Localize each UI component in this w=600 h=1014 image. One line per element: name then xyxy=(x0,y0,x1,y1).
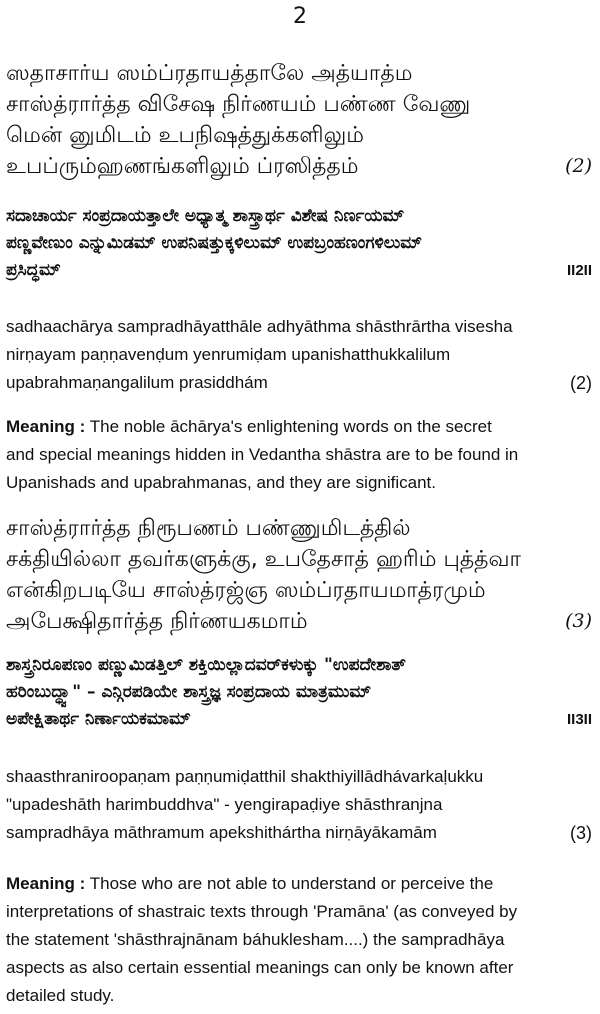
verse-number: II3II xyxy=(566,711,592,728)
kannada-line-text: ಅಪೇಕ್ಷಿತಾರ್ಥ ನಿರ್ಣಾಯಕಮಾಮ್ xyxy=(6,709,191,729)
meaning-line: Upanishads and upabrahmanas, and they are significant. xyxy=(6,473,437,492)
kannada-line: ಹರಿಂಬುದ್ಧ್ವಾ" – ಎನ್ಗಿರಪಡಿಯೇ ಶಾಸ್ತ್ರಜ್ಞ ಸಂಪ್ರದಾಯ ಮಾತ್ರಮುಮ್ xyxy=(6,682,372,702)
tamil-line: சாஸ்த்ரார்த்த நிரூபணம் பண்ணுமிடத்தில் xyxy=(6,516,411,541)
tamil-line: என்கிறபடியே சாஸ்த்ரஜ்ஞ ஸம்ப்ரதாயமாத்ரமும் xyxy=(6,578,486,603)
verse-number: II2II xyxy=(566,262,592,279)
tamil-line xyxy=(6,606,594,637)
translit-line xyxy=(6,819,594,847)
kannada-line: ಸದಾಚಾರ್ಯ ಸಂಪ್ರದಾಯತ್ತಾಲೇ ಅಧ್ಯಾತ್ಮ ಶಾಸ್ತ್ರಾರ್ಥ ವಿಶೇಷ ನಿರ್ಣಯಮ್ xyxy=(6,206,405,226)
tamil-verse-2 xyxy=(6,58,594,182)
verse-number: (2) xyxy=(570,373,592,393)
meaning-line: aspects as also certain essential meanings can only be known after xyxy=(6,958,514,977)
meaning-line: and special meanings hidden in Vedantha shāstra are to be found in xyxy=(6,445,519,464)
translit-line: shaasthraniroopaṇam paṇṇumiḍatthil shakthiyillādhávarkaḷukku xyxy=(6,767,484,786)
tamil-verse-3 xyxy=(6,513,594,637)
meaning-text: Those who are not able to understand or perceive the xyxy=(89,874,494,893)
meaning-line: detailed study. xyxy=(6,986,115,1005)
tamil-line: சாஸ்த்ரார்த்த விசேஷ நிர்ணயம் பண்ண வேணு xyxy=(6,92,471,117)
tamil-line-text: அபேக்ஷிதார்த்த நிர்ணயகமாம் xyxy=(6,609,308,634)
transliteration-verse-3 xyxy=(6,763,594,847)
translit-line: sadhaachārya sampradhāyatthāle adhyāthma shāsthrārtha visesha xyxy=(6,317,513,336)
tamil-line: மென் னுமிடம் உபநிஷத்துக்களிலும் xyxy=(6,123,364,148)
tamil-line: ஸதாசார்ய ஸம்ப்ரதாயத்தாலே அத்யாத்ம xyxy=(6,61,413,86)
verse-number: (3) xyxy=(565,610,592,632)
kannada-verse-3 xyxy=(6,652,594,733)
kannada-line xyxy=(6,706,594,733)
translit-line-text: sampradhāya māthramum apekshithártha nirṇāyākamām xyxy=(6,823,437,842)
page-number: 2 xyxy=(293,4,307,29)
kannada-line: ಪಣ್ಣವೇಣುಂ ಎನ್ನುಮಿಡಮ್ ಉಪನಿಷತ್ತುಕ್ಕಳಿಲುಮ್ ಉಪಬ್ರಂಹಣಂಗಳಿಲುಮ್ xyxy=(6,233,422,253)
tamil-line: சக்தியில்லா தவர்களுக்கு, உபதேசாத் ஹரிம் புத்த்வா xyxy=(6,547,522,572)
tamil-line-text: உபப்ரும்ஹணங்களிலும் ப்ரஸித்தம் xyxy=(6,154,359,179)
meaning-line xyxy=(6,413,594,441)
transliteration-verse-2 xyxy=(6,313,594,397)
meaning-label: Meaning : xyxy=(6,417,86,436)
translit-line xyxy=(6,369,594,397)
kannada-verse-2 xyxy=(6,203,594,284)
meaning-line: interpretations of shastraic texts through 'Pramāna' (as conveyed by xyxy=(6,902,518,921)
verse-number: (3) xyxy=(570,823,592,843)
meaning-verse-3 xyxy=(6,870,594,1010)
meaning-label: Meaning : xyxy=(6,874,86,893)
kannada-line: ಶಾಸ್ತ್ರನಿರೂಪಣಂ ಪಣ್ಣುಮಿಡತ್ತಿಲ್ ಶಕ್ತಿಯಿಲ್ಲಾದವರ್‌ಕಳುಕ್ಕು "ಉಪದೇಶಾತ್ xyxy=(6,655,406,675)
translit-line-text: upabrahmaṇangalilum prasiddhám xyxy=(6,373,268,392)
meaning-line xyxy=(6,870,594,898)
meaning-verse-2 xyxy=(6,413,594,497)
kannada-line xyxy=(6,257,594,284)
verse-number: (2) xyxy=(565,155,592,177)
tamil-line xyxy=(6,151,594,182)
translit-line: nirṇayam paṇṇavenḍum yenrumiḍam upanishatthukkalilum xyxy=(6,345,451,364)
kannada-line-text: ಪ್ರಸಿದ್ಧಮ್ xyxy=(6,260,61,280)
meaning-line: the statement 'shāsthrajnānam báhuklesham....) the sampradhāya xyxy=(6,930,505,949)
meaning-text: The noble āchārya's enlightening words on the secret xyxy=(89,417,492,436)
translit-line: "upadeshāth harimbuddhva" - yengirapaḍiye shāsthranjna xyxy=(6,795,443,814)
